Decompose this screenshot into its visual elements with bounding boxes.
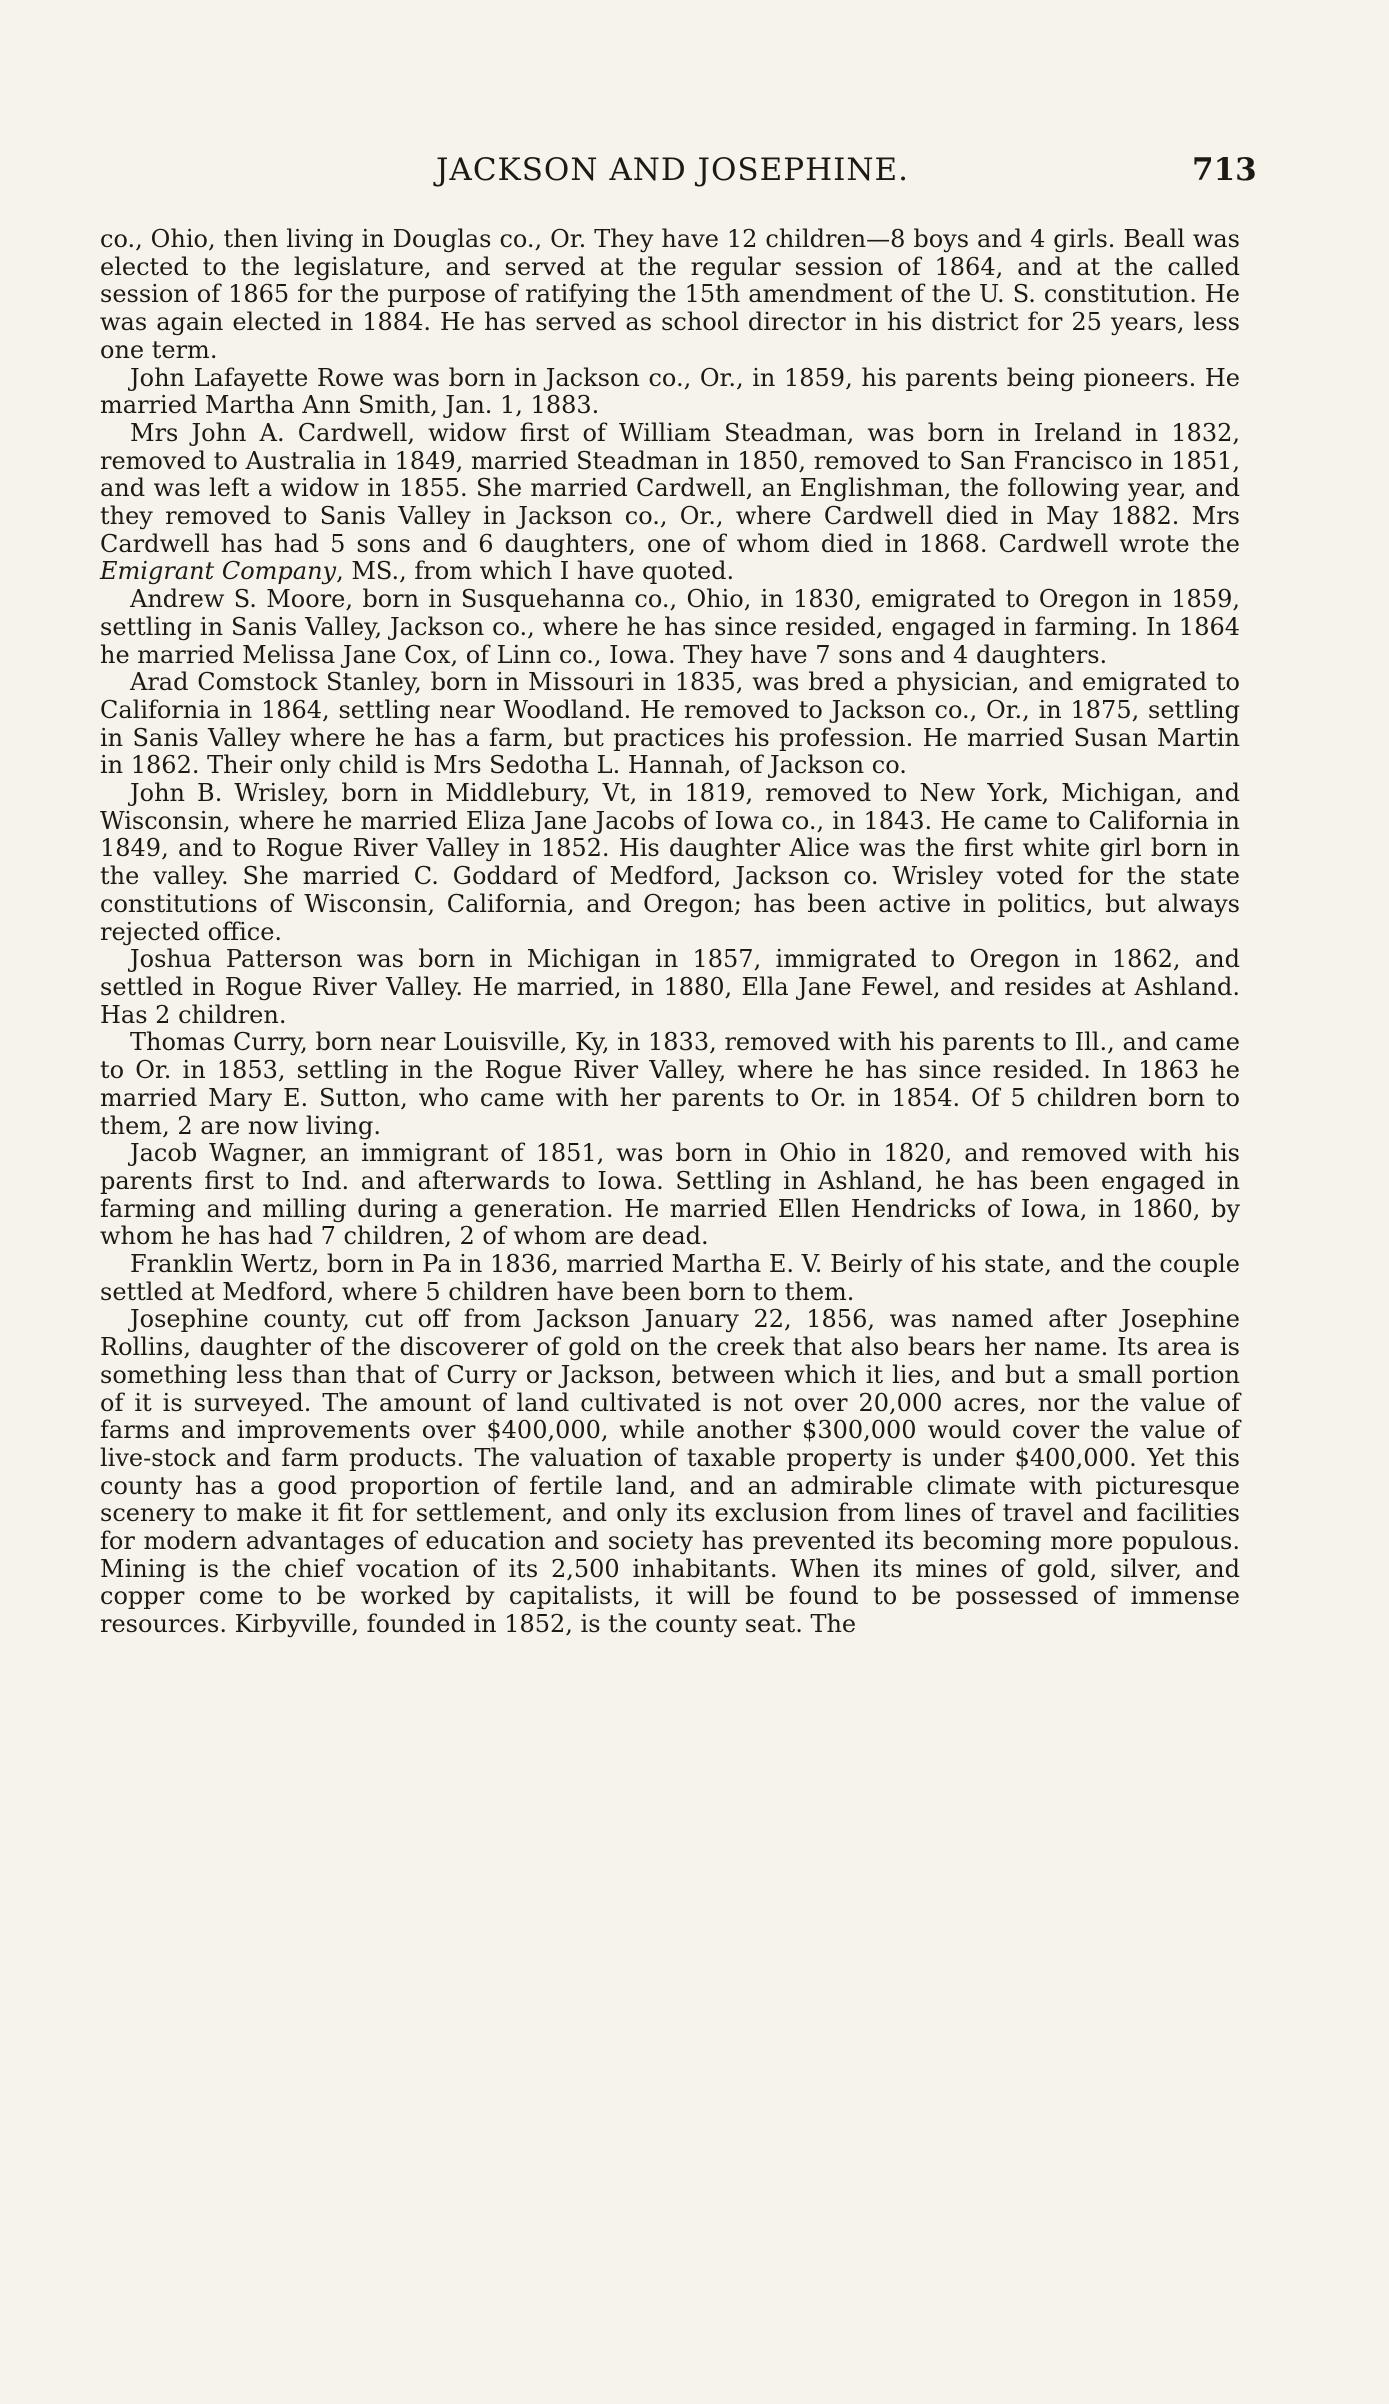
paragraph — [100, 586, 1240, 669]
italic-title: Emigrant Company — [100, 557, 337, 586]
text-segment: Arad Comstock Stanley, born in Missouri in 1835, was bred a physician, and emigrated to California in 1864, settling near Woodland. He removed to Jackson co., Or., in 1875, settling in Sanis Valley where he has a farm, but practices his profession. He married Susan Martin in 1862. Their only child is Mrs Sedotha L. Hannah, of Jackson co. — [100, 668, 1240, 780]
paragraph — [100, 420, 1240, 586]
text-segment: Josephine county, cut off from Jackson January 22, 1856, was named after Josephine Rollins, daughter of the discoverer of gold on the creek that also bears her name. Its area is something less than that of Curry or Jackson, between which it lies, and but a small portion of it is surveyed. The amount of land cultivated is not over 20,000 acres, nor the value of farms and improvements over $400,000, while another $300,000 would cover the value of live-stock and farm products. The valuation of taxable property is under $400,000. Yet this county has a good proportion of fertile land, and an admirable climate with picturesque scenery to make it fit for settlement, and only its exclusion from lines of travel and facilities for modern advantages of education and society has prevented its becoming more populous. Mining is the chief vocation of its 2,500 inhabitants. When its mines of gold, silver, and copper come to be worked by capitalists, it will be found to be possessed of immense resources. Kirbyville, founded in 1852, is the county seat. The — [100, 1305, 1240, 1639]
text-segment: Franklin Wertz, born in Pa in 1836, married Martha E. V. Beirly of his state, and the couple settled at Medford, where 5 children have been born to them. — [100, 1250, 1240, 1306]
text-segment: Mrs John A. Cardwell, widow first of William Steadman, was born in Ireland in 1832, removed to Australia in 1849, married Steadman in 1850, removed to San Francisco in 1851, and was left a widow in 1855. She married Cardwell, an Englishman, the following year, and they removed to Sanis Valley in Jackson co., Or., where Cardwell died in May 1882. Mrs Cardwell has had 5 sons and 6 daughters, one of whom died in 1868. Cardwell wrote the — [100, 418, 1240, 558]
paragraph — [100, 226, 1240, 365]
paragraph — [100, 780, 1240, 946]
text-segment: Thomas Curry, born near Louisville, Ky, in 1833, removed with his parents to Ill., and came to Or. in 1853, settling in the Rogue River Valley, where he has since resided. In 1863 he married Mary E. Sutton, who came with her parents to Or. in 1854. Of 5 children born to them, 2 are now living. — [100, 1028, 1240, 1140]
page-number: 713 — [1192, 152, 1257, 188]
paragraph — [100, 365, 1240, 420]
text-segment: co., Ohio, then living in Douglas co., Or. They have 12 children—8 boys and 4 girls. Beall was elected to the legislature, and served at the regular session of 1864, and at the called session of 1865 for the purpose of ratifying the 15th amendment of the U. S. constitution. He was again elected in 1884. He has served as school director in his district for 25 years, less one term. — [100, 225, 1240, 364]
paragraph — [100, 1029, 1240, 1140]
paragraph — [100, 946, 1240, 1029]
paragraph — [100, 1306, 1240, 1638]
text-segment: Joshua Patterson was born in Michigan in 1857, immigrated to Oregon in 1862, and settled in Rogue River Valley. He married, in 1880, Ella Jane Fewel, and resides at Ashland. Has 2 children. — [100, 945, 1240, 1029]
paragraph — [100, 1251, 1240, 1306]
text-segment: , MS., from which I have quoted. — [336, 557, 735, 586]
text-segment: John Lafayette Rowe was born in Jackson co., Or., in 1859, his parents being pioneers. He married Martha Ann Smith, Jan. 1, 1883. — [100, 363, 1240, 420]
paragraph — [100, 669, 1240, 780]
body-text — [100, 226, 1240, 1639]
page-header — [0, 148, 1389, 192]
text-segment: John B. Wrisley, born in Middlebury, Vt, in 1819, removed to New York, Michigan, and Wisconsin, where he married Eliza Jane Jacobs of Iowa co., in 1843. He came to California in 1849, and to Rogue River Valley in 1852. His daughter Alice was the first white girl born in the valley. She married C. Goddard of Medford, Jackson co. Wrisley voted for the state constitutions of Wisconsin, California, and Oregon; has been active in politics, but always rejected office. — [100, 779, 1240, 946]
text-segment: Jacob Wagner, an immigrant of 1851, was born in Ohio in 1820, and removed with his parents first to Ind. and afterwards to Iowa. Settling in Ashland, he has been engaged in farming and milling during a generation. He married Ellen Hendricks of Iowa, in 1860, by whom he has had 7 children, 2 of whom are dead. — [100, 1139, 1240, 1251]
paragraph — [100, 1140, 1240, 1251]
text-segment: Andrew S. Moore, born in Susquehanna co., Ohio, in 1830, emigrated to Oregon in 1859, settling in Sanis Valley, Jackson co., where he has since resided, engaged in farming. In 1864 he married Melissa Jane Cox, of Linn co., Iowa. They have 7 sons and 4 daughters. — [100, 585, 1240, 669]
running-title: JACKSON AND JOSEPHINE. — [436, 152, 909, 188]
